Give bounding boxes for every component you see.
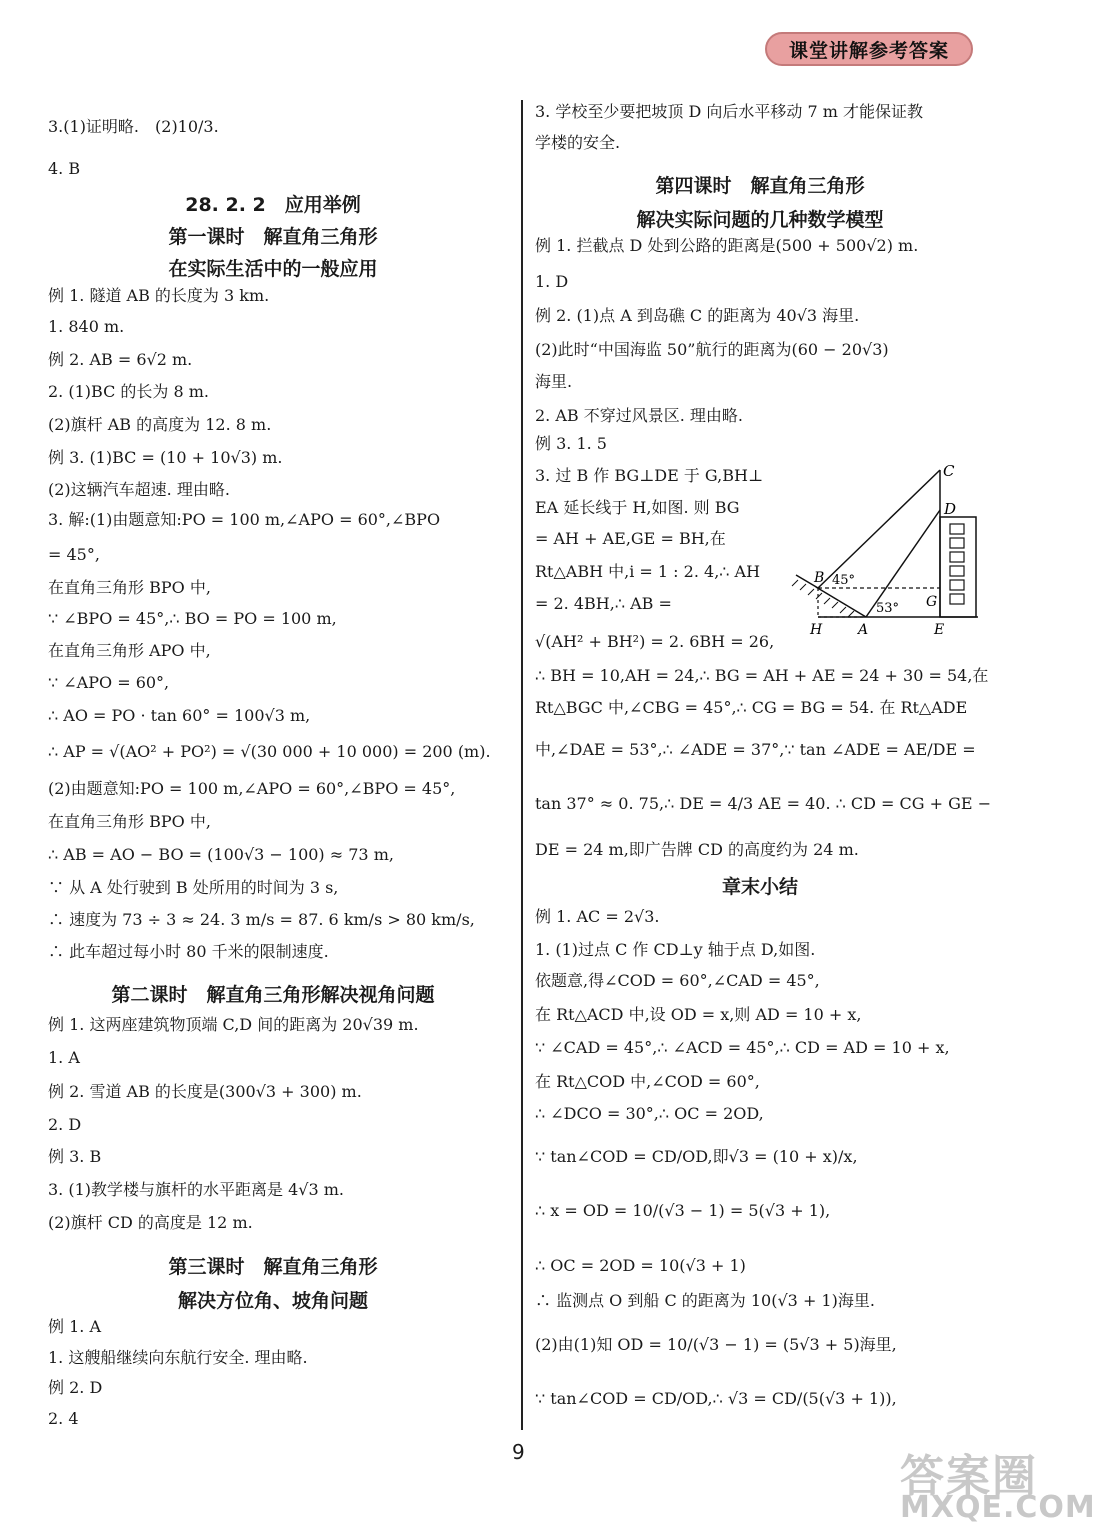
left-line: 例 2. AB = 6√2 m. xyxy=(48,350,193,369)
left-line: 4. B xyxy=(48,159,81,178)
label-e: E xyxy=(934,622,945,638)
right-line: 在 Rt△COD 中,∠COD = 60°, xyxy=(535,1072,760,1091)
right-line: ∵ ∠CAD = 45°,∴ ∠ACD = 45°,∴ CD = AD = 10 + x, xyxy=(535,1038,950,1057)
label-53: 53° xyxy=(876,601,900,616)
left-line: = 45°, xyxy=(48,545,100,564)
right-line: 1. (1)过点 C 作 CD⊥y 轴于点 D,如图. xyxy=(535,940,816,959)
left-line: 在直角三角形 APO 中, xyxy=(48,641,211,660)
left-line: 3.(1)证明略. (2)10/3. xyxy=(48,117,219,136)
right-line: ∴ 监测点 O 到船 C 的距离为 10(√3 + 1)海里. xyxy=(535,1291,875,1310)
left-line: ∵ ∠APO = 60°, xyxy=(48,673,170,692)
left-line: 例 1. A xyxy=(48,1317,101,1336)
window xyxy=(950,594,964,604)
label-a: A xyxy=(858,622,869,638)
right-line: 学楼的安全. xyxy=(535,133,621,152)
right-line: ∴ OC = 2OD = 10(√3 + 1) xyxy=(535,1256,746,1275)
left-line: 2. (1)BC 的长为 8 m. xyxy=(48,382,210,401)
right-line: ∴ x = OD = 10/(√3 − 1) = 5(√3 + 1), xyxy=(535,1201,831,1220)
left-line: 例 2. 雪道 AB 的长度是(300√3 + 300) m. xyxy=(48,1082,362,1101)
right-line: 在 Rt△ACD 中,设 OD = x,则 AD = 10 + x, xyxy=(535,1005,862,1024)
left-line: 例 3. (1)BC = (10 + 10√3) m. xyxy=(48,448,283,467)
watermark-logo: 答案圈 MXQE.COM xyxy=(900,1451,1096,1525)
right-line: tan 37° ≈ 0. 75,∴ DE = 4/3 AE = 40. ∴ CD = CG + GE − xyxy=(535,794,992,813)
left-line: 例 1. 隧道 AB 的长度为 3 km. xyxy=(48,286,270,305)
left-line: ∵ ∠BPO = 45°,∴ BO = PO = 100 m, xyxy=(48,609,337,628)
right-line: Rt△ABH 中,i = 1 : 2. 4,∴ AH xyxy=(535,562,761,581)
geometry-figure xyxy=(788,462,988,642)
left-line: 1. 840 m. xyxy=(48,317,125,336)
label-g: G xyxy=(926,594,938,610)
left-line: ∴ AB = AO − BO = (100√3 − 100) ≈ 73 m, xyxy=(48,845,394,864)
label-d: D xyxy=(944,500,957,518)
left-line: 例 2. D xyxy=(48,1378,103,1397)
window xyxy=(950,538,964,548)
left-line: 1. A xyxy=(48,1048,80,1067)
left-line: 例 3. B xyxy=(48,1147,102,1166)
right-line: EA 延长线于 H,如图. 则 BG xyxy=(535,498,740,517)
right-line: ∴ ∠DCO = 30°,∴ OC = 2OD, xyxy=(535,1104,764,1123)
line-bc xyxy=(818,470,940,588)
window xyxy=(950,580,964,590)
right-line: √(AH² + BH²) = 2. 6BH = 26, xyxy=(535,632,775,651)
window xyxy=(950,566,964,576)
left-line: 3. (1)教学楼与旗杆的水平距离是 4√3 m. xyxy=(48,1180,345,1199)
right-line: 例 1. AC = 2√3. xyxy=(535,907,660,926)
right-line: 海里. xyxy=(535,372,573,391)
left-line: ∵ 从 A 处行驶到 B 处所用的时间为 3 s, xyxy=(48,878,339,897)
right-line: DE = 24 m,即广告牌 CD 的高度约为 24 m. xyxy=(535,840,859,859)
left-heading: 28. 2. 2 应用举例 xyxy=(185,194,361,216)
column-divider xyxy=(521,100,523,1430)
left-heading: 在实际生活中的一般应用 xyxy=(168,258,378,280)
label-h: H xyxy=(810,622,823,638)
right-line: 依题意,得∠COD = 60°,∠CAD = 45°, xyxy=(535,971,820,990)
right-line: = AH + AE,GE = BH,在 xyxy=(535,529,726,548)
right-heading: 第四课时 解直角三角形 xyxy=(655,175,865,197)
right-line: = 2. 4BH,∴ AB = xyxy=(535,594,672,613)
building xyxy=(940,517,976,617)
right-heading: 章末小结 xyxy=(721,876,798,898)
right-line: ∴ BH = 10,AH = 24,∴ BG = AH + AE = 24 + 30 = 54,在 xyxy=(535,666,989,685)
left-heading: 第三课时 解直角三角形 xyxy=(168,1256,378,1278)
page-number: 9 xyxy=(512,1440,525,1464)
left-line: 例 1. 这两座建筑物顶端 C,D 间的距离为 20√39 m. xyxy=(48,1015,419,1034)
right-heading: 解决实际问题的几种数学模型 xyxy=(636,209,884,231)
right-line: 2. AB 不穿过风景区. 理由略. xyxy=(535,406,744,425)
right-line: 3. 过 B 作 BG⊥DE 于 G,BH⊥ xyxy=(535,466,763,485)
left-line: (2)这辆汽车超速. 理由略. xyxy=(48,480,230,499)
left-heading: 解决方位角、坡角问题 xyxy=(177,1290,368,1312)
left-heading: 第一课时 解直角三角形 xyxy=(168,226,378,248)
left-line: 1. 这艘船继续向东航行安全. 理由略. xyxy=(48,1348,308,1367)
left-line: 在直角三角形 BPO 中, xyxy=(48,812,211,831)
window xyxy=(950,524,964,534)
right-line: ∵ tan∠COD = CD/OD,∴ √3 = CD/(5(√3 + 1)), xyxy=(535,1389,897,1408)
left-line: ∴ AO = PO · tan 60° = 100√3 m, xyxy=(48,706,311,725)
right-line: 3. 学校至少要把坡顶 D 向后水平移动 7 m 才能保证教 xyxy=(535,102,923,121)
right-line: Rt△BGC 中,∠CBG = 45°,∴ CG = BG = 54. 在 Rt△ADE xyxy=(535,698,968,717)
section-header-badge: 课堂讲解参考答案 xyxy=(765,32,973,66)
left-line: ∴ AP = √(AO² + PO²) = √(30 000 + 10 000) = 200 (m). xyxy=(48,742,491,761)
left-line: (2)旗杆 AB 的高度为 12. 8 m. xyxy=(48,415,272,434)
right-line: 1. D xyxy=(535,272,569,291)
right-line: (2)由(1)知 OD = 10/(√3 − 1) = (5√3 + 5)海里, xyxy=(535,1335,897,1354)
left-heading: 第二课时 解直角三角形解决视角问题 xyxy=(111,984,435,1006)
label-45: 45° xyxy=(832,573,856,588)
left-line: ∴ 速度为 73 ÷ 3 ≈ 24. 3 m/s = 87. 6 km/s > 80 km/s, xyxy=(48,910,475,929)
left-line: 2. D xyxy=(48,1115,82,1134)
right-line: ∵ tan∠COD = CD/OD,即√3 = (10 + x)/x, xyxy=(535,1147,858,1166)
left-line: 在直角三角形 BPO 中, xyxy=(48,578,211,597)
left-line: ∴ 此车超过每小时 80 千米的限制速度. xyxy=(48,942,329,961)
right-line: 例 2. (1)点 A 到岛礁 C 的距离为 40√3 海里. xyxy=(535,306,860,325)
right-line: 例 1. 拦截点 D 处到公路的距离是(500 + 500√2) m. xyxy=(535,236,919,255)
label-b: B xyxy=(814,570,825,586)
window xyxy=(950,552,964,562)
left-line: 2. 4 xyxy=(48,1409,79,1428)
left-line: 3. 解:(1)由题意知:PO = 100 m,∠APO = 60°,∠BPO xyxy=(48,510,441,529)
label-c: C xyxy=(943,462,955,480)
left-line: (2)由题意知:PO = 100 m,∠APO = 60°,∠BPO = 45°, xyxy=(48,779,456,798)
right-line: 中,∠DAE = 53°,∴ ∠ADE = 37°,∵ tan ∠ADE = AE/DE = xyxy=(535,740,976,759)
right-line: (2)此时“中国海监 50”航行的距离为(60 − 20√3) xyxy=(535,340,889,359)
left-line: (2)旗杆 CD 的高度是 12 m. xyxy=(48,1213,253,1232)
right-line: 例 3. 1. 5 xyxy=(535,434,607,453)
